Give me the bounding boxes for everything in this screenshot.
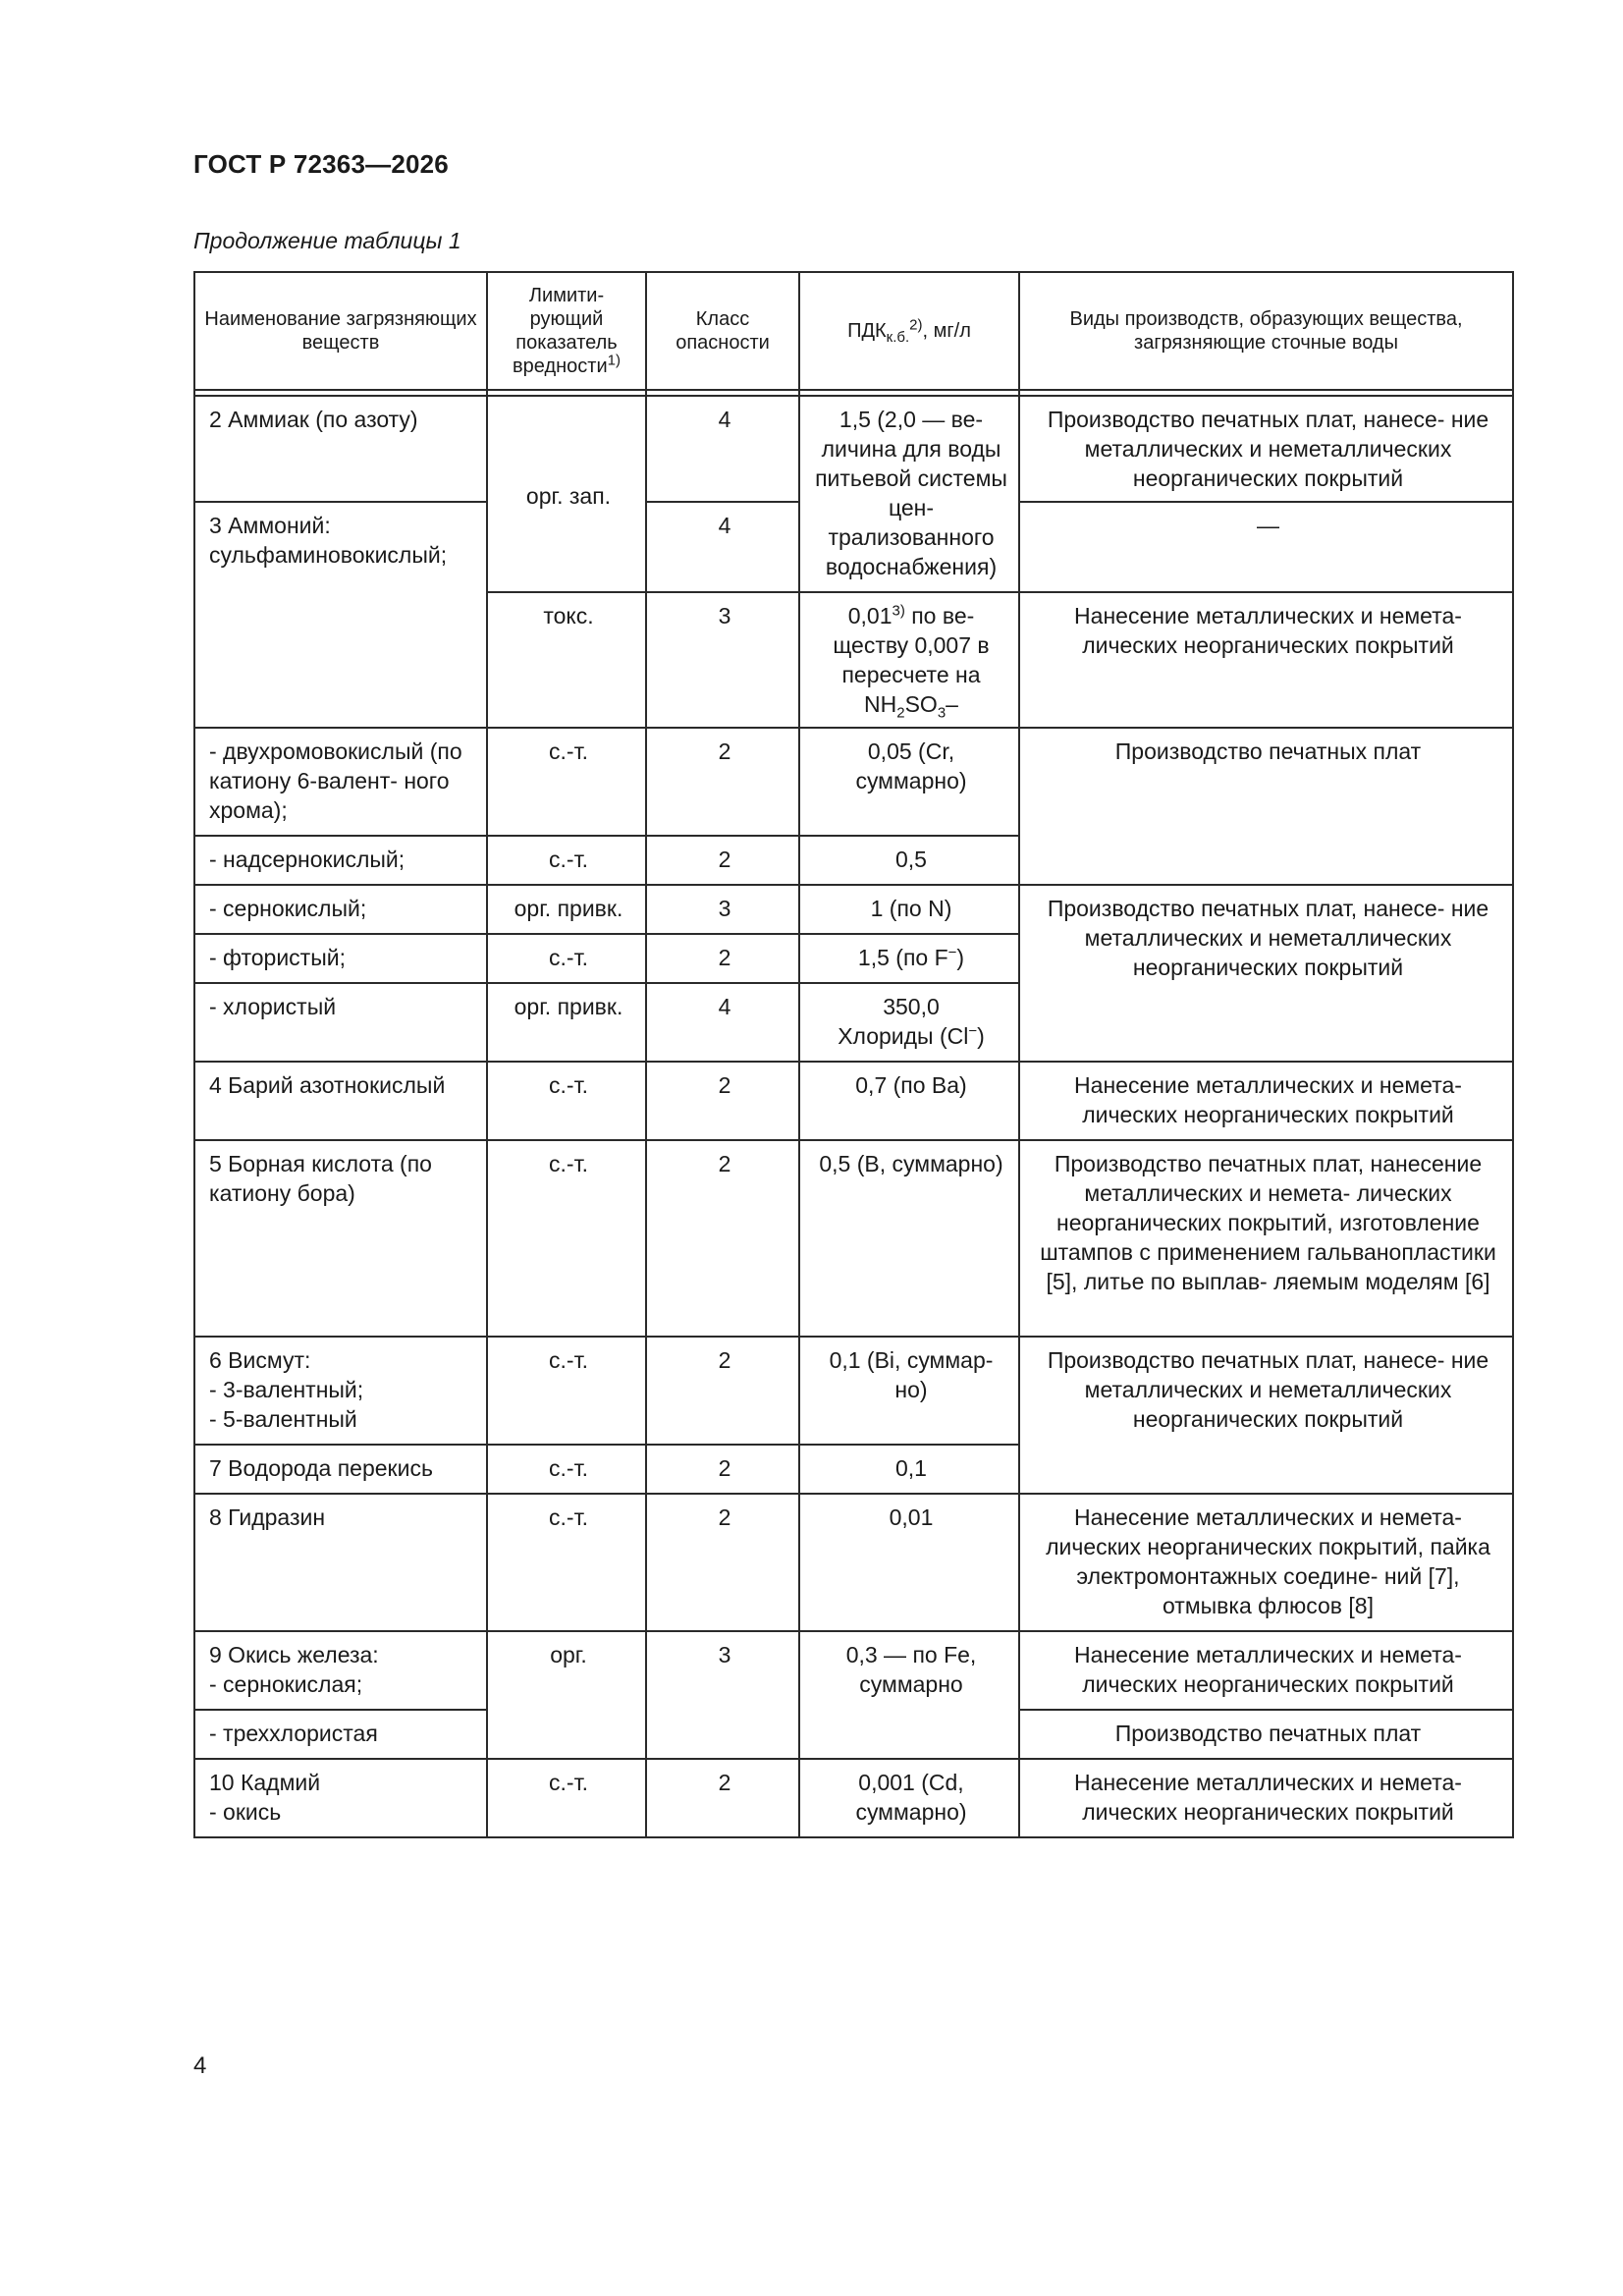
cell-limit: орг. привк. [487, 983, 646, 1062]
cell-pdk: 1,5 (по F−) [799, 934, 1019, 983]
table-row [194, 1337, 1513, 1445]
cell-limit: с.-т. [487, 934, 646, 983]
cell-industry: Нанесение металлических и немета- лических неорганических покрытий [1019, 1759, 1513, 1837]
cell-industry: Производство печатных плат [1019, 728, 1513, 885]
cell-limit: орг. зап. [487, 396, 646, 592]
cell-limit: с.-т. [487, 836, 646, 885]
name-line: 6 Висмут: [209, 1347, 311, 1373]
cell-name [194, 1337, 487, 1445]
header-pdk [799, 272, 1019, 390]
header-industries: Виды производств, образующих вещества, загрязняющие сточные воды [1019, 272, 1513, 390]
table-row [194, 1494, 1513, 1631]
cell-class: 2 [646, 1337, 799, 1445]
name-line: сульфаминовокислый; [209, 542, 448, 568]
name-line: - 3-валентный; [209, 1377, 364, 1402]
name-line: - сернокислая; [209, 1671, 363, 1697]
cell-class: 4 [646, 983, 799, 1062]
table-row [194, 1062, 1513, 1140]
header-limit [487, 272, 646, 390]
cell-class: 3 [646, 885, 799, 934]
header-class: Класс опасности [646, 272, 799, 390]
table-row [194, 1759, 1513, 1837]
cell-pdk: 0,3 — по Fe, суммарно [799, 1631, 1019, 1759]
header-pdk-text: ПДК [847, 320, 887, 342]
footnote-mark: 3) [892, 602, 905, 620]
cell-name: - хлористый [194, 983, 487, 1062]
cell-industry: Производство печатных плат, нанесе- ние металлических и неметаллических неорганических покрытий [1019, 885, 1513, 1062]
document-code: ГОСТ Р 72363—2026 [193, 149, 449, 179]
name-line: - окись [209, 1799, 282, 1825]
cell-limit: с.-т. [487, 1445, 646, 1494]
cell-limit: с.-т. [487, 1759, 646, 1837]
cell-pdk: 0,001 (Cd, суммарно) [799, 1759, 1019, 1837]
cell-name [194, 1631, 487, 1710]
cell-class: 4 [646, 396, 799, 502]
cell-class: 2 [646, 1445, 799, 1494]
cell-pdk: 1,5 (2,0 — ве- личина для воды питьевой системы цен- трализованного водоснабжения) [799, 396, 1019, 592]
cell-class: 4 [646, 502, 799, 592]
table-row [194, 728, 1513, 836]
cell-limit: орг. привк. [487, 885, 646, 934]
cell-name: 8 Гидразин [194, 1494, 487, 1631]
cell-class: 2 [646, 1494, 799, 1631]
table-row [194, 1631, 1513, 1710]
cell-name: 7 Водорода перекись [194, 1445, 487, 1494]
header-pdk-sub: к.б. [886, 329, 910, 346]
cell-pdk: 0,05 (Cr, суммарно) [799, 728, 1019, 836]
name-line: 3 Аммоний: [209, 513, 331, 538]
page-number: 4 [193, 2052, 207, 2079]
name-line: - 5-валентный [209, 1406, 357, 1432]
cell-limit: с.-т. [487, 1062, 646, 1140]
substances-table [193, 271, 1514, 1838]
cell-pdk: 0,5 (B, суммарно) [799, 1140, 1019, 1337]
cell-name: 5 Борная кислота (по катиону бора) [194, 1140, 487, 1337]
header-name: Наименование загрязняющих веществ [194, 272, 487, 390]
cell-name: - треххлористая [194, 1710, 487, 1759]
cell-class: 2 [646, 934, 799, 983]
cell-pdk: 0,01$^{3)}$ по ве- ществу 0,007 в пересчете на $NH_2SO_3-$ [799, 592, 1019, 728]
cell-limit: с.-т. [487, 1337, 646, 1445]
cell-class: 2 [646, 1759, 799, 1837]
cell-industry: Производство печатных плат, нанесе- ние металлических и неметаллических неорганических покрытий [1019, 1337, 1513, 1494]
table-row [194, 396, 1513, 502]
cell-limit: орг. [487, 1631, 646, 1759]
cell-limit: с.-т. [487, 1494, 646, 1631]
table-caption: Продолжение таблицы 1 [193, 228, 461, 253]
cell-pdk: 0,7 (по Ba) [799, 1062, 1019, 1140]
cell-pdk: 0,1 [799, 1445, 1019, 1494]
cell-industry: Производство печатных плат, нанесе- ние металлических и неметаллических неорганических покрытий [1019, 396, 1513, 502]
header-pdk-footnote: 2) [909, 316, 923, 334]
cell-industry: Производство печатных плат, нанесение металлических и немета- лических неорганических покрытий, изготовление штампов с применением гальванопластики [5], литье по выплав- ляемым моделям [6] [1019, 1140, 1513, 1337]
cell-name: 4 Барий азотнокислый [194, 1062, 487, 1140]
table-row [194, 885, 1513, 934]
cell-class: 2 [646, 1140, 799, 1337]
cell-class: 2 [646, 728, 799, 836]
cell-industry: Производство печатных плат [1019, 1710, 1513, 1759]
header-limit-text: Лимити- рующий показатель вредности [513, 285, 618, 377]
cell-limit: с.-т. [487, 728, 646, 836]
cell-industry: Нанесение металлических и немета- лических неорганических покрытий [1019, 1062, 1513, 1140]
cell-industry: Нанесение металлических и немета- лических неорганических покрытий [1019, 592, 1513, 728]
name-line: 9 Окись железа: [209, 1642, 379, 1667]
cell-industry: Нанесение металлических и немета- лических неорганических покрытий [1019, 1631, 1513, 1710]
cell-name: 2 Аммиак (по азоту) [194, 396, 487, 502]
cell-name: - сернокислый; [194, 885, 487, 934]
cell-class: 3 [646, 592, 799, 728]
cell-name: - надсернокислый; [194, 836, 487, 885]
table-row [194, 1140, 1513, 1337]
header-limit-footnote: 1) [607, 352, 621, 369]
cell-pdk: 0,5 [799, 836, 1019, 885]
cell-name: - двухромовокислый (по катиону 6-валент- ного хрома); [194, 728, 487, 836]
cell-limit: токс. [487, 592, 646, 728]
cell-pdk: 0,01 [799, 1494, 1019, 1631]
name-line: 10 Кадмий [209, 1770, 321, 1795]
cell-industry: Нанесение металлических и немета- лических неорганических покрытий, пайка электромонтажных соедине- ний [7], отмывка флюсов [8] [1019, 1494, 1513, 1631]
cell-limit: с.-т. [487, 1140, 646, 1337]
cell-name: - фтористый; [194, 934, 487, 983]
cell-class: 2 [646, 1062, 799, 1140]
cell-pdk: 350,0 Хлориды (Cl−) [799, 983, 1019, 1062]
cell-industry: — [1019, 502, 1513, 592]
header-pdk-unit: , мг/л [922, 320, 971, 342]
cell-class: 2 [646, 836, 799, 885]
cell-name [194, 502, 487, 728]
cell-pdk: 1 (по N) [799, 885, 1019, 934]
cell-name [194, 1759, 487, 1837]
table-header-row [194, 272, 1513, 390]
cell-class: 3 [646, 1631, 799, 1759]
cell-pdk: 0,1 (Bi, суммар- но) [799, 1337, 1019, 1445]
